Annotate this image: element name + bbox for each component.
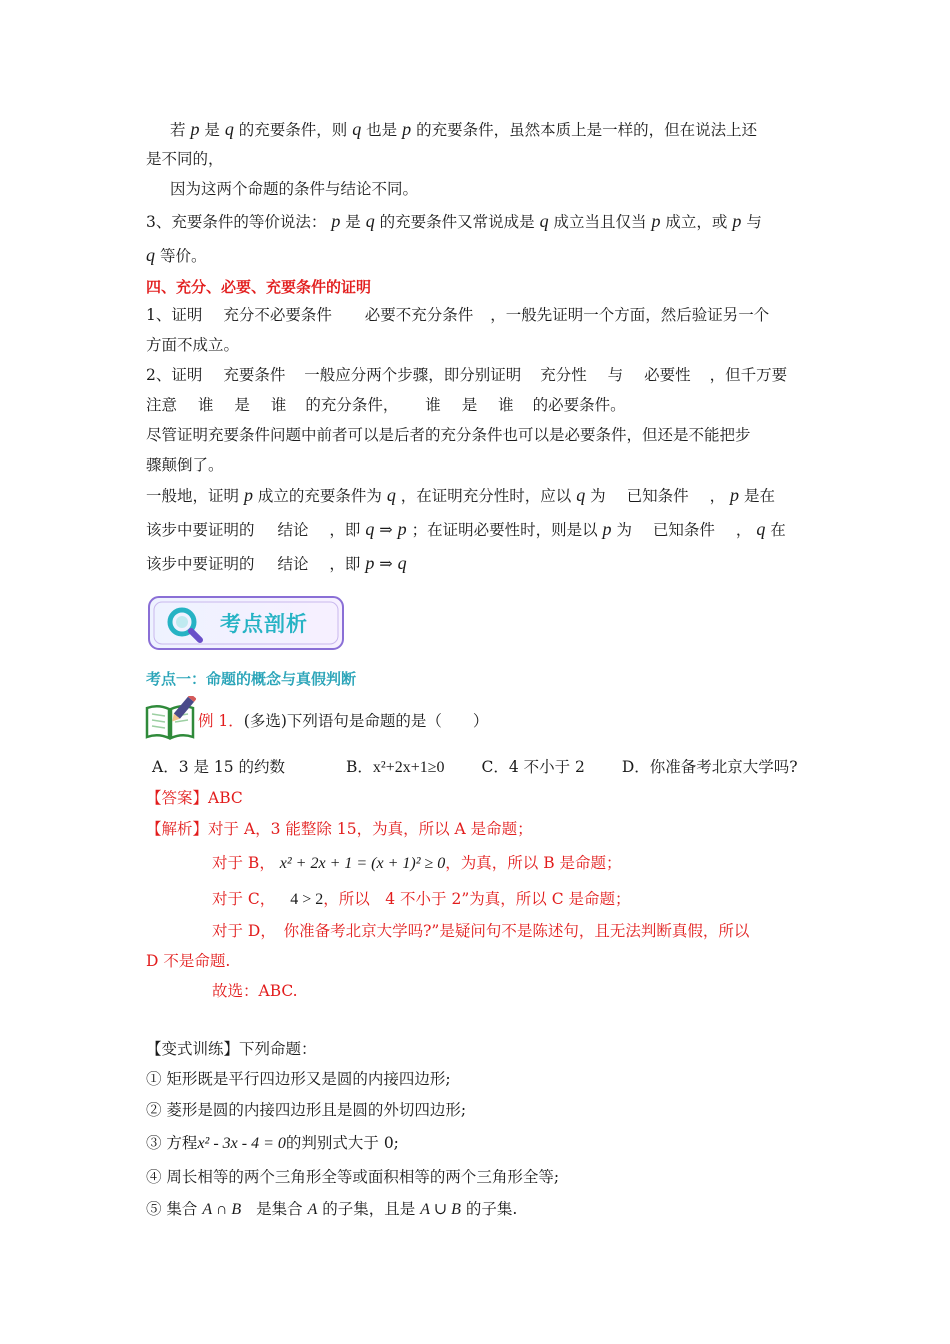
sec3-line1: 若 p 是 q 的充要条件，则 q 也是 p 的充要条件，虽然本质上是一样的，但在说法上还	[170, 119, 758, 139]
sec4-line3: 2、证明 充要条件 一般应分两个步骤，即分别证明 充分性 与 必要性 ，但千万要	[146, 366, 788, 384]
sec4-line8: 该步中要证明的 结论 ，即 q ⇒ p ；在证明必要性时，则是以 p 为 已知条件 ， q 在	[146, 519, 786, 539]
analysis-line-d: 对于 D， 你准备考北京大学吗?”是疑问句不是陈述句，且无法判断真假，所以	[212, 922, 750, 940]
sec4-line1: 1、证明 充分不必要条件 必要不充分条件 ，一般先证明一个方面，然后验证另一个	[146, 306, 770, 324]
analysis-line-a: 【解析】对于 A，3 能整除 15，为真，所以 A 是命题；	[146, 820, 533, 838]
sec4-line5: 尽管证明充要条件问题中前者可以是后者的充分条件也可以是必要条件，但还是不能把步	[146, 426, 751, 444]
book-pencil-icon	[144, 696, 196, 740]
analysis-line-d2: D 不是命题.	[146, 952, 231, 970]
analysis-line-c: 对于 C， 4 > 2，所以 4 不小于 2”为真，所以 C 是命题；	[212, 890, 631, 908]
variant-item-5: ⑤ 集合 A ∩ B 是集合 A 的子集，且是 A ∪ B 的子集.	[146, 1200, 518, 1218]
variant-item-4: ④ 周长相等的两个三角形全等或面积相等的两个三角形全等;	[146, 1168, 560, 1186]
option-c: C．4 不小于 2	[481, 758, 585, 776]
option-a: A．3 是 15 的约数	[152, 758, 286, 776]
sec4-line9: 该步中要证明的 结论 ，即 p ⇒ q	[146, 553, 407, 573]
sec3-line2: 是不同的，	[146, 150, 224, 168]
analysis-line-b: 对于 B， x² + 2x + 1 = (x + 1)² ≥ 0，为真，所以 B 是命题；	[212, 854, 622, 872]
sec3-line3: 因为这两个命题的条件与结论不同。	[170, 180, 419, 198]
example1-options	[152, 756, 822, 779]
option-d: D．你准备考北京大学吗?	[621, 758, 798, 776]
section4-heading: 四、充分、必要、充要条件的证明	[146, 278, 372, 296]
variant-title: 【变式训练】下列命题：	[146, 1040, 317, 1058]
example1-question: 例 1．(多选)下列语句是命题的是（ ）	[198, 712, 489, 730]
variant-item-1: ① 矩形既是平行四边形又是圆的内接四边形;	[146, 1070, 451, 1088]
variant-item-3: ③ 方程x² - 3x - 4 = 0的判别式大于 0;	[146, 1134, 399, 1152]
option-b: B．x²+2x+1≥0	[346, 758, 445, 776]
sec3-line4: 3、充要条件的等价说法： p 是 q 的充要条件又常说成是 q 成立当且仅当 p 成立，或 p 与	[146, 211, 762, 231]
sec4-line4: 注意 谁 是 谁 的充分条件， 谁 是 谁 的必要条件。	[146, 396, 626, 414]
sec4-line6: 骤颠倒了。	[146, 456, 224, 474]
answer-line: 【答案】ABC	[146, 789, 243, 807]
answer-value: ABC	[208, 789, 243, 807]
sec3-line5: q 等价。	[146, 245, 207, 265]
example-label: 例 1．	[198, 712, 244, 730]
variant-item-2: ② 菱形是圆的内接四边形且是圆的外切四边形;	[146, 1101, 467, 1119]
conclusion-line: 故选：ABC.	[212, 982, 298, 1000]
sec4-line2: 方面不成立。	[146, 336, 240, 354]
banner-title: 考点剖析	[220, 612, 308, 636]
sec4-line7: 一般地，证明 p 成立的充要条件为 q ，在证明充分性时，应以 q 为 已知条件 ， p 是在	[146, 485, 775, 505]
kaodian1-heading: 考点一：命题的概念与真假判断	[146, 670, 357, 688]
